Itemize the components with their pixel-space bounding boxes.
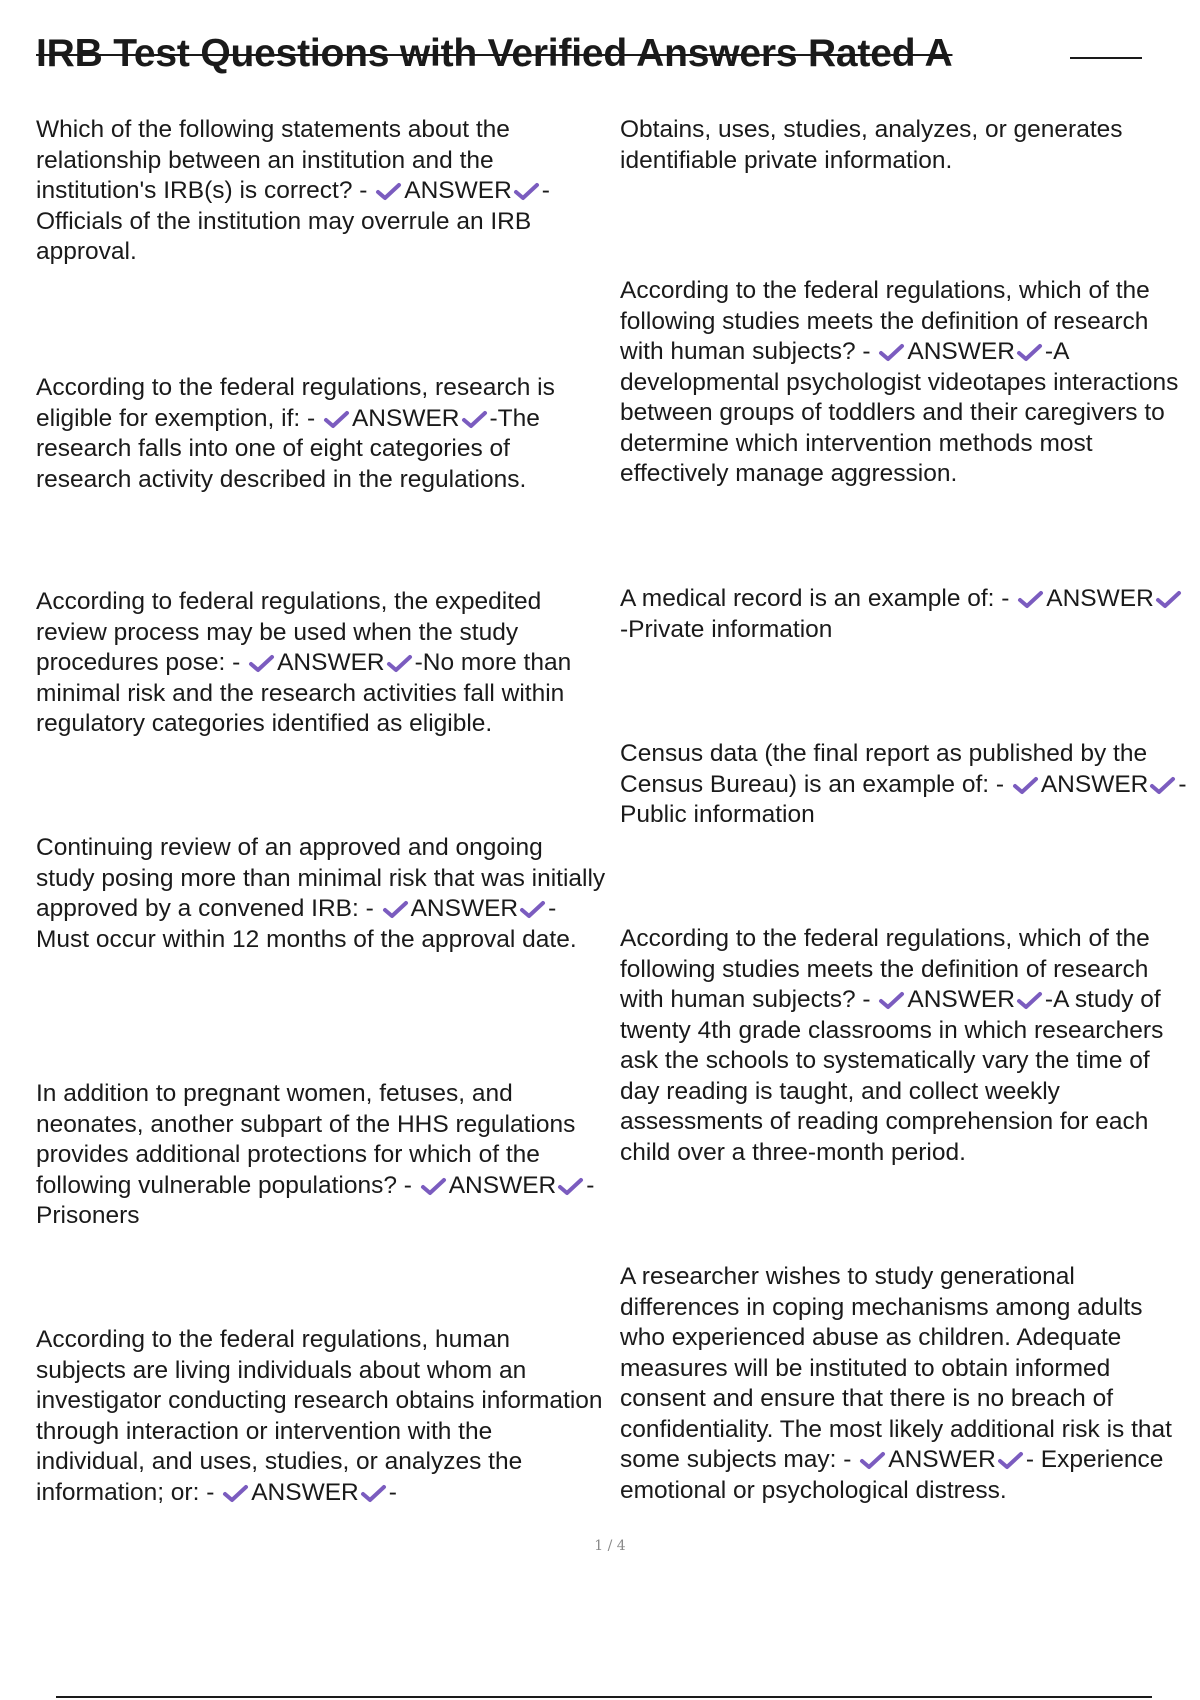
answer-text: -A developmental psychologist videotapes interactions between groups of toddlers and their caregivers to determine which intervention methods most effectively manage aggression. — [620, 338, 1179, 487]
page-number: 1 / 4 — [594, 1538, 626, 1554]
check-icon — [360, 1483, 387, 1503]
check-icon — [1016, 342, 1043, 362]
qa-item — [620, 924, 1190, 1168]
question-text: Continuing review of an approved and ongoing study posing more than minimal risk that was initially approved by a convened IRB: - — [36, 834, 606, 922]
check-icon — [382, 899, 409, 919]
answer-text: -Must occur within 12 months of the approval date. — [36, 895, 577, 953]
answer-text: -Public information — [620, 770, 1187, 828]
question-text: A researcher wishes to study generational differences in coping mechanisms among adults who experienced abuse as children. Adequate measures will be instituted to obtain informed consent and ensure that there is no breach of confidentiality. The most likely additional risk is that some subjects may: - — [620, 1263, 1172, 1473]
check-icon — [1155, 589, 1182, 609]
check-icon — [420, 1176, 447, 1196]
answer-label: ANSWER — [351, 404, 460, 432]
qa-item — [36, 1079, 606, 1232]
question-text: According to the federal regulations, which of the following studies meets the definition of research with human subjects? - — [620, 277, 1150, 365]
check-icon — [461, 409, 488, 429]
check-icon — [386, 653, 413, 673]
check-icon — [248, 653, 275, 673]
answer-text: - — [388, 1478, 397, 1506]
answer-text: -Prisoners — [36, 1171, 595, 1229]
answer-text: - Experience emotional or psychological distress. — [620, 1446, 1164, 1504]
title-rule — [1070, 57, 1142, 59]
check-icon — [375, 181, 402, 201]
answer-text: -Private information — [620, 615, 833, 643]
question-text: A medical record is an example of: - — [620, 585, 1017, 612]
qa-item — [620, 1262, 1190, 1506]
question-text: According to the federal regulations, research is eligible for exemption, if: - — [36, 374, 555, 432]
qa-item — [620, 584, 1190, 645]
check-icon — [878, 990, 905, 1010]
question-text: According to federal regulations, the expedited review process may be used when the study procedures pose: - — [36, 588, 542, 676]
qa-item — [36, 587, 606, 740]
check-icon — [1016, 990, 1043, 1010]
answer-text: Obtains, uses, studies, analyzes, or generates identifiable private information. — [620, 116, 1123, 174]
question-text: In addition to pregnant women, fetuses, and neonates, another subpart of the HHS regulations provides additional protections for which of the following vulnerable populations? - — [36, 1080, 576, 1199]
qa-item — [620, 276, 1190, 490]
question-text: According to the federal regulations, which of the following studies meets the definition of research with human subjects? - — [620, 925, 1150, 1013]
check-icon — [557, 1176, 584, 1196]
check-icon — [878, 342, 905, 362]
answer-label: ANSWER — [404, 177, 512, 204]
qa-item — [620, 739, 1190, 831]
qa-item — [36, 115, 606, 268]
answer-label: ANSWER — [448, 1171, 557, 1199]
answer-label: ANSWER — [1046, 585, 1154, 612]
check-icon — [1012, 775, 1039, 795]
qa-item — [36, 1325, 606, 1508]
answer-text: -A study of twenty 4th grade classrooms in which researchers ask the schools to systematically vary the time of day reading is taught, and collect weekly assessments of reading comprehension for each child over a three-month period. — [620, 986, 1164, 1166]
check-icon — [323, 409, 350, 429]
answer-text: -The research falls into one of eight categories of research activity described in the regulations. — [36, 404, 540, 493]
check-icon — [222, 1483, 249, 1503]
question-text: According to the federal regulations, human subjects are living individuals about whom an investigator conducting research obtains information through interaction or intervention with the individual, and uses, studies, or analyzes the information; or: - — [36, 1326, 603, 1506]
question-text: Which of the following statements about the relationship between an institution and the institution's IRB(s) is correct? - — [36, 116, 510, 204]
answer-label: ANSWER — [907, 986, 1015, 1013]
answer-label: ANSWER — [907, 338, 1015, 365]
document-title: IRB Test Questions with Verified Answers Rated A — [36, 32, 953, 75]
answer-label: ANSWER — [251, 1478, 359, 1506]
check-icon — [513, 181, 540, 201]
answer-label: ANSWER — [277, 649, 385, 676]
answer-label: ANSWER — [410, 895, 519, 922]
check-icon — [997, 1450, 1024, 1470]
check-icon — [1017, 589, 1044, 609]
answer-text: -No more than minimal risk and the research activities fall within regulatory categories identified as eligible. — [36, 649, 572, 737]
footer-rule — [56, 1696, 1152, 1698]
check-icon — [519, 899, 546, 919]
answer-text: - Officials of the institution may overrule an IRB approval. — [36, 177, 550, 265]
question-text: Census data (the final report as published by the Census Bureau) is an example of: - — [620, 740, 1148, 798]
answer-label: ANSWER — [888, 1446, 996, 1473]
answer-label: ANSWER — [1040, 770, 1149, 798]
qa-item — [36, 373, 606, 495]
check-icon — [859, 1450, 886, 1470]
check-icon — [1149, 775, 1176, 795]
qa-item — [36, 833, 606, 955]
qa-item-continuation — [620, 115, 1190, 176]
